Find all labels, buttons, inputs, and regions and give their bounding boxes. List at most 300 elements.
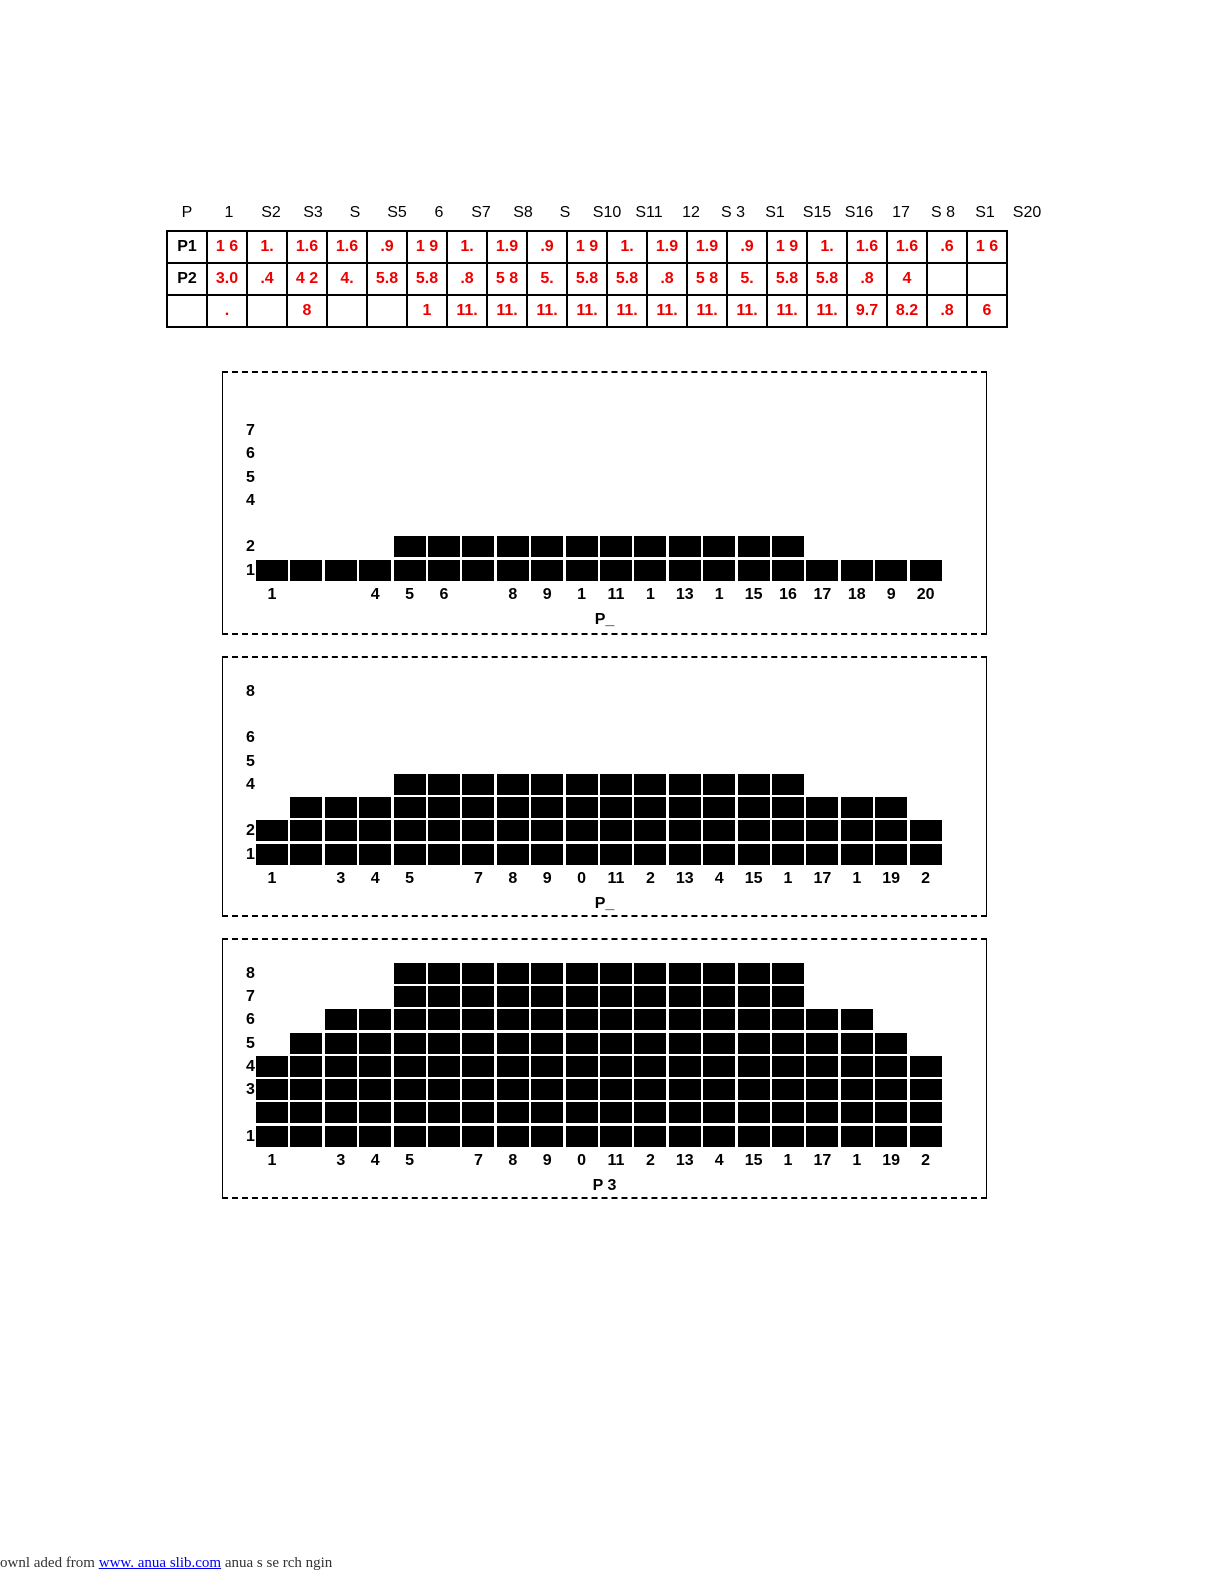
- bar-segment: [806, 1009, 838, 1030]
- bar-chart-p1: [222, 371, 987, 635]
- bar-segment: [875, 1033, 907, 1054]
- bar-segment: [394, 560, 426, 581]
- bar-segment: [806, 560, 838, 581]
- bar-segment: [738, 1056, 770, 1077]
- bar-chart-p2: [222, 656, 987, 917]
- bar-segment: [256, 1079, 288, 1100]
- bar-segment: [497, 536, 529, 557]
- bar-segment: [703, 1126, 735, 1147]
- table-cell: 11.: [447, 295, 487, 327]
- header-cell: S8: [513, 204, 533, 221]
- bar-segment: [875, 560, 907, 581]
- bar-segment: [703, 536, 735, 557]
- bar-segment: [875, 1079, 907, 1100]
- header-cell: 17: [892, 204, 910, 221]
- table-cell: 1.: [247, 231, 287, 263]
- bar-segment: [738, 774, 770, 795]
- bar-segment: [703, 844, 735, 865]
- bar-segment: [738, 560, 770, 581]
- x-tick-label: 6: [439, 586, 449, 603]
- x-tick-label: 11: [607, 1152, 625, 1169]
- y-tick-label: 6: [246, 729, 255, 747]
- bar-segment: [600, 797, 632, 818]
- bar-segment: [290, 820, 322, 841]
- table-cell: .8: [447, 263, 487, 295]
- bar-segment: [738, 986, 770, 1007]
- bar-segment: [325, 820, 357, 841]
- bar-segment: [669, 820, 701, 841]
- download-footer: [0, 1555, 332, 1572]
- bar-segment: [566, 1033, 598, 1054]
- header-cell: S5: [387, 204, 407, 221]
- x-tick-label: 1: [267, 1152, 277, 1169]
- x-tick-label: 4: [714, 870, 724, 887]
- table-cell: 5.: [527, 263, 567, 295]
- table-cell: 5.8: [807, 263, 847, 295]
- bar-segment: [394, 844, 426, 865]
- bar-segment: [566, 1079, 598, 1100]
- bar-segment: [531, 560, 563, 581]
- footer-suffix: anua s se rch ngin: [221, 1555, 333, 1571]
- footer-link[interactable]: www. anua slib.com: [98, 1555, 222, 1571]
- bar-segment: [703, 1009, 735, 1030]
- x-tick-label: 8: [508, 870, 518, 887]
- bar-segment: [738, 1009, 770, 1030]
- bar-segment: [290, 560, 322, 581]
- bar-segment: [497, 844, 529, 865]
- bar-segment: [910, 1126, 942, 1147]
- bar-segment: [325, 844, 357, 865]
- y-tick-label: 3: [246, 1081, 255, 1099]
- bar-segment: [531, 820, 563, 841]
- bar-segment: [428, 1102, 460, 1123]
- x-tick-label: 2: [921, 1152, 931, 1169]
- bar-segment: [875, 820, 907, 841]
- bar-segment: [703, 560, 735, 581]
- bar-segment: [806, 1126, 838, 1147]
- bar-segment: [600, 774, 632, 795]
- bar-chart-p3: [222, 938, 987, 1199]
- x-tick-label: 2: [645, 870, 655, 887]
- table-cell: 4.: [327, 263, 367, 295]
- bar-segment: [462, 560, 494, 581]
- table-cell: 11.: [607, 295, 647, 327]
- bar-segment: [531, 774, 563, 795]
- y-tick-label: 1: [246, 845, 255, 863]
- bar-segment: [634, 1009, 666, 1030]
- y-tick-label: 8: [246, 964, 255, 982]
- bar-segment: [875, 1126, 907, 1147]
- x-tick-label: 13: [675, 586, 694, 603]
- table-cell: 1: [407, 295, 447, 327]
- bar-segment: [394, 963, 426, 984]
- table-cell: .4: [247, 263, 287, 295]
- bar-segment: [497, 1102, 529, 1123]
- y-tick-label: 4: [246, 1057, 255, 1075]
- bar-segment: [772, 986, 804, 1007]
- bar-segment: [428, 844, 460, 865]
- bar-segment: [462, 820, 494, 841]
- bar-segment: [531, 986, 563, 1007]
- table-cell: 6: [967, 295, 1007, 327]
- bar-segment: [738, 820, 770, 841]
- bar-segment: [497, 1056, 529, 1077]
- y-tick-label: 1: [246, 1127, 255, 1145]
- bar-segment: [394, 1009, 426, 1030]
- table-cell: 11.: [647, 295, 687, 327]
- table-cell: 1 6: [967, 231, 1007, 263]
- bar-segment: [462, 986, 494, 1007]
- x-tick-label: 17: [813, 1152, 832, 1169]
- header-cell: S2: [261, 204, 281, 221]
- bar-segment: [738, 1126, 770, 1147]
- bar-segment: [531, 844, 563, 865]
- y-tick-label: 5: [246, 468, 255, 486]
- y-tick-label: 7: [246, 421, 255, 439]
- bar-segment: [394, 1033, 426, 1054]
- bar-segment: [841, 797, 873, 818]
- table-cell: 1 6: [207, 231, 247, 263]
- bar-segment: [600, 1009, 632, 1030]
- y-tick-label: 5: [246, 752, 255, 770]
- bar-segment: [600, 1033, 632, 1054]
- bar-segment: [634, 1056, 666, 1077]
- bar-segment: [428, 1079, 460, 1100]
- header-cell: S10: [592, 204, 622, 221]
- x-tick-label: 5: [405, 870, 415, 887]
- header-cell: S1: [765, 204, 785, 221]
- x-tick-label: 1: [267, 586, 277, 603]
- bar-segment: [841, 844, 873, 865]
- x-tick-label: 1: [267, 870, 277, 887]
- x-tick-label: 9: [886, 586, 896, 603]
- table-cell: .9: [727, 231, 767, 263]
- chart-title: P_: [594, 895, 615, 912]
- bar-segment: [566, 986, 598, 1007]
- bar-segment: [359, 797, 391, 818]
- bar-segment: [772, 1102, 804, 1123]
- bar-segment: [566, 774, 598, 795]
- bar-segment: [875, 1056, 907, 1077]
- bar-segment: [669, 1079, 701, 1100]
- bar-segment: [841, 1033, 873, 1054]
- header-cell: P: [181, 204, 193, 221]
- bar-segment: [669, 986, 701, 1007]
- table-cell: 11.: [727, 295, 767, 327]
- bar-segment: [359, 1033, 391, 1054]
- bar-segment: [910, 1056, 942, 1077]
- bar-segment: [428, 1126, 460, 1147]
- bar-segment: [428, 774, 460, 795]
- bar-segment: [531, 1126, 563, 1147]
- bar-segment: [738, 797, 770, 818]
- table-cell: 1.: [807, 231, 847, 263]
- bar-segment: [394, 820, 426, 841]
- table-cell: 1.6: [847, 231, 887, 263]
- bar-segment: [531, 1033, 563, 1054]
- bar-segment: [462, 536, 494, 557]
- bar-segment: [531, 1009, 563, 1030]
- bar-segment: [359, 1009, 391, 1030]
- bar-segment: [428, 1009, 460, 1030]
- bar-segment: [669, 1033, 701, 1054]
- bar-segment: [325, 1079, 357, 1100]
- header-cell: S20: [1012, 204, 1042, 221]
- bar-segment: [806, 820, 838, 841]
- x-tick-label: 13: [675, 870, 694, 887]
- bar-segment: [738, 1102, 770, 1123]
- table-cell: 1.: [447, 231, 487, 263]
- bar-segment: [738, 536, 770, 557]
- table-cell: 1 9: [767, 231, 807, 263]
- bar-segment: [600, 1102, 632, 1123]
- bar-segment: [600, 1056, 632, 1077]
- table-cell: 11.: [767, 295, 807, 327]
- bar-segment: [703, 1056, 735, 1077]
- bar-segment: [772, 820, 804, 841]
- bar-segment: [669, 560, 701, 581]
- bar-segment: [325, 560, 357, 581]
- table-cell: 9.7: [847, 295, 887, 327]
- bar-segment: [634, 820, 666, 841]
- bar-segment: [669, 797, 701, 818]
- bar-segment: [772, 797, 804, 818]
- bar-segment: [841, 560, 873, 581]
- bar-segment: [600, 1079, 632, 1100]
- table-cell: .6: [927, 231, 967, 263]
- table-cell: 1.9: [687, 231, 727, 263]
- x-tick-label: 20: [916, 586, 935, 603]
- header-cell: 6: [434, 204, 444, 221]
- x-tick-label: 1: [714, 586, 724, 603]
- bar-segment: [875, 797, 907, 818]
- bar-segment: [256, 1056, 288, 1077]
- row-label: P2: [167, 263, 207, 295]
- bar-segment: [806, 844, 838, 865]
- bar-segment: [394, 774, 426, 795]
- bar-segment: [910, 844, 942, 865]
- bar-segment: [600, 844, 632, 865]
- bar-segment: [566, 820, 598, 841]
- table-cell: 11.: [807, 295, 847, 327]
- y-tick-label: 7: [246, 987, 255, 1005]
- table-cell: 1.9: [647, 231, 687, 263]
- bar-segment: [738, 1079, 770, 1100]
- bar-segment: [566, 560, 598, 581]
- bar-segment: [497, 560, 529, 581]
- x-tick-label: 2: [921, 870, 931, 887]
- table-cell: [247, 295, 287, 327]
- bar-segment: [634, 536, 666, 557]
- x-tick-label: 2: [645, 1152, 655, 1169]
- bar-segment: [600, 1126, 632, 1147]
- bar-segment: [910, 1079, 942, 1100]
- bar-segment: [256, 844, 288, 865]
- bar-segment: [359, 1102, 391, 1123]
- header-cell: S3: [303, 204, 323, 221]
- bar-segment: [634, 1079, 666, 1100]
- y-tick-label: 8: [246, 682, 255, 700]
- bar-segment: [703, 1079, 735, 1100]
- bar-segment: [669, 963, 701, 984]
- table-cell: 11.: [487, 295, 527, 327]
- bar-segment: [772, 963, 804, 984]
- bar-segment: [669, 844, 701, 865]
- x-tick-label: 4: [714, 1152, 724, 1169]
- bar-segment: [738, 844, 770, 865]
- bar-segment: [841, 1056, 873, 1077]
- table-cell: 8: [287, 295, 327, 327]
- bar-segment: [428, 1033, 460, 1054]
- x-tick-label: 0: [577, 870, 587, 887]
- header-cell: S: [349, 204, 361, 221]
- bar-segment: [703, 774, 735, 795]
- table-cell: 4: [887, 263, 927, 295]
- x-tick-label: 15: [744, 1152, 763, 1169]
- table-cell: 5.8: [607, 263, 647, 295]
- bar-segment: [462, 1009, 494, 1030]
- bar-segment: [359, 820, 391, 841]
- table-cell: .: [207, 295, 247, 327]
- header-cell: S15: [802, 204, 832, 221]
- table-cell: 5.: [727, 263, 767, 295]
- bar-segment: [738, 1033, 770, 1054]
- table-row: [167, 231, 1007, 263]
- bar-segment: [290, 1102, 322, 1123]
- table-cell: .8: [847, 263, 887, 295]
- table-cell: 1.6: [327, 231, 367, 263]
- bar-segment: [394, 536, 426, 557]
- bar-segment: [359, 1056, 391, 1077]
- bar-segment: [634, 797, 666, 818]
- bar-segment: [703, 797, 735, 818]
- y-tick-label: 2: [246, 822, 255, 840]
- bar-segment: [703, 1102, 735, 1123]
- header-cell: S: [559, 204, 571, 221]
- bar-segment: [772, 844, 804, 865]
- row-label: P1: [167, 231, 207, 263]
- bar-segment: [290, 797, 322, 818]
- x-tick-label: 7: [473, 870, 483, 887]
- bar-segment: [462, 774, 494, 795]
- bar-segment: [531, 1102, 563, 1123]
- bar-segment: [772, 774, 804, 795]
- bar-segment: [634, 844, 666, 865]
- bar-segment: [910, 1102, 942, 1123]
- bar-segment: [290, 1079, 322, 1100]
- bar-segment: [566, 797, 598, 818]
- bar-segment: [497, 1079, 529, 1100]
- table-cell: 1.: [607, 231, 647, 263]
- table-cell: 11.: [567, 295, 607, 327]
- y-tick-label: 4: [246, 775, 255, 793]
- bar-segment: [428, 560, 460, 581]
- table-cell: 1.9: [487, 231, 527, 263]
- x-tick-label: 9: [542, 870, 552, 887]
- bar-segment: [772, 560, 804, 581]
- bar-segment: [910, 820, 942, 841]
- header-cell: S11: [635, 204, 663, 221]
- bar-segment: [531, 536, 563, 557]
- x-tick-label: 17: [813, 586, 832, 603]
- bar-segment: [428, 820, 460, 841]
- x-tick-label: 5: [405, 1152, 415, 1169]
- table-cell: 1.6: [287, 231, 327, 263]
- bar-segment: [772, 1079, 804, 1100]
- header-cell: 1: [224, 204, 234, 221]
- y-tick-label: 6: [246, 1011, 255, 1029]
- bar-segment: [497, 1126, 529, 1147]
- bar-segment: [325, 1033, 357, 1054]
- x-tick-label: 1: [783, 1152, 793, 1169]
- bar-segment: [497, 1033, 529, 1054]
- bar-segment: [600, 820, 632, 841]
- bar-segment: [772, 1056, 804, 1077]
- bar-segment: [703, 963, 735, 984]
- x-tick-label: 11: [607, 870, 625, 887]
- bar-segment: [428, 797, 460, 818]
- table-cell: .8: [927, 295, 967, 327]
- bar-segment: [669, 774, 701, 795]
- bar-segment: [841, 1126, 873, 1147]
- table-cell: 1 9: [567, 231, 607, 263]
- bar-segment: [634, 1126, 666, 1147]
- bar-segment: [462, 1033, 494, 1054]
- table-cell: 5.8: [407, 263, 447, 295]
- bar-segment: [600, 560, 632, 581]
- bar-segment: [428, 1056, 460, 1077]
- bar-segment: [806, 1033, 838, 1054]
- x-tick-label: 1: [852, 870, 862, 887]
- header-cell: S1: [975, 204, 995, 221]
- bar-segment: [600, 536, 632, 557]
- bar-segment: [256, 560, 288, 581]
- x-tick-label: 19: [882, 870, 901, 887]
- bar-segment: [634, 1102, 666, 1123]
- table-cell: 4 2: [287, 263, 327, 295]
- footer-prefix: ownl aded from: [0, 1555, 99, 1571]
- bar-segment: [462, 1079, 494, 1100]
- bar-segment: [669, 1056, 701, 1077]
- bar-segment: [703, 820, 735, 841]
- table-cell: 1.6: [887, 231, 927, 263]
- bar-segment: [875, 1102, 907, 1123]
- table-cell: .8: [647, 263, 687, 295]
- header-cell: S16: [844, 204, 874, 221]
- bar-segment: [256, 820, 288, 841]
- bar-segment: [462, 1126, 494, 1147]
- table-cell: 5 8: [487, 263, 527, 295]
- bar-segment: [462, 1056, 494, 1077]
- x-tick-label: 3: [336, 1152, 346, 1169]
- bar-segment: [497, 774, 529, 795]
- table-cell: 5.8: [767, 263, 807, 295]
- bar-segment: [772, 1033, 804, 1054]
- bar-segment: [566, 536, 598, 557]
- x-tick-label: 3: [336, 870, 346, 887]
- bar-segment: [566, 1102, 598, 1123]
- bar-segment: [910, 560, 942, 581]
- bar-segment: [841, 1009, 873, 1030]
- y-tick-label: 4: [246, 491, 255, 509]
- header-cell: 12: [682, 204, 700, 221]
- table-cell: 5 8: [687, 263, 727, 295]
- bar-segment: [669, 1102, 701, 1123]
- table-cell: 5.8: [567, 263, 607, 295]
- bar-segment: [497, 963, 529, 984]
- bar-segment: [359, 1079, 391, 1100]
- bar-segment: [566, 963, 598, 984]
